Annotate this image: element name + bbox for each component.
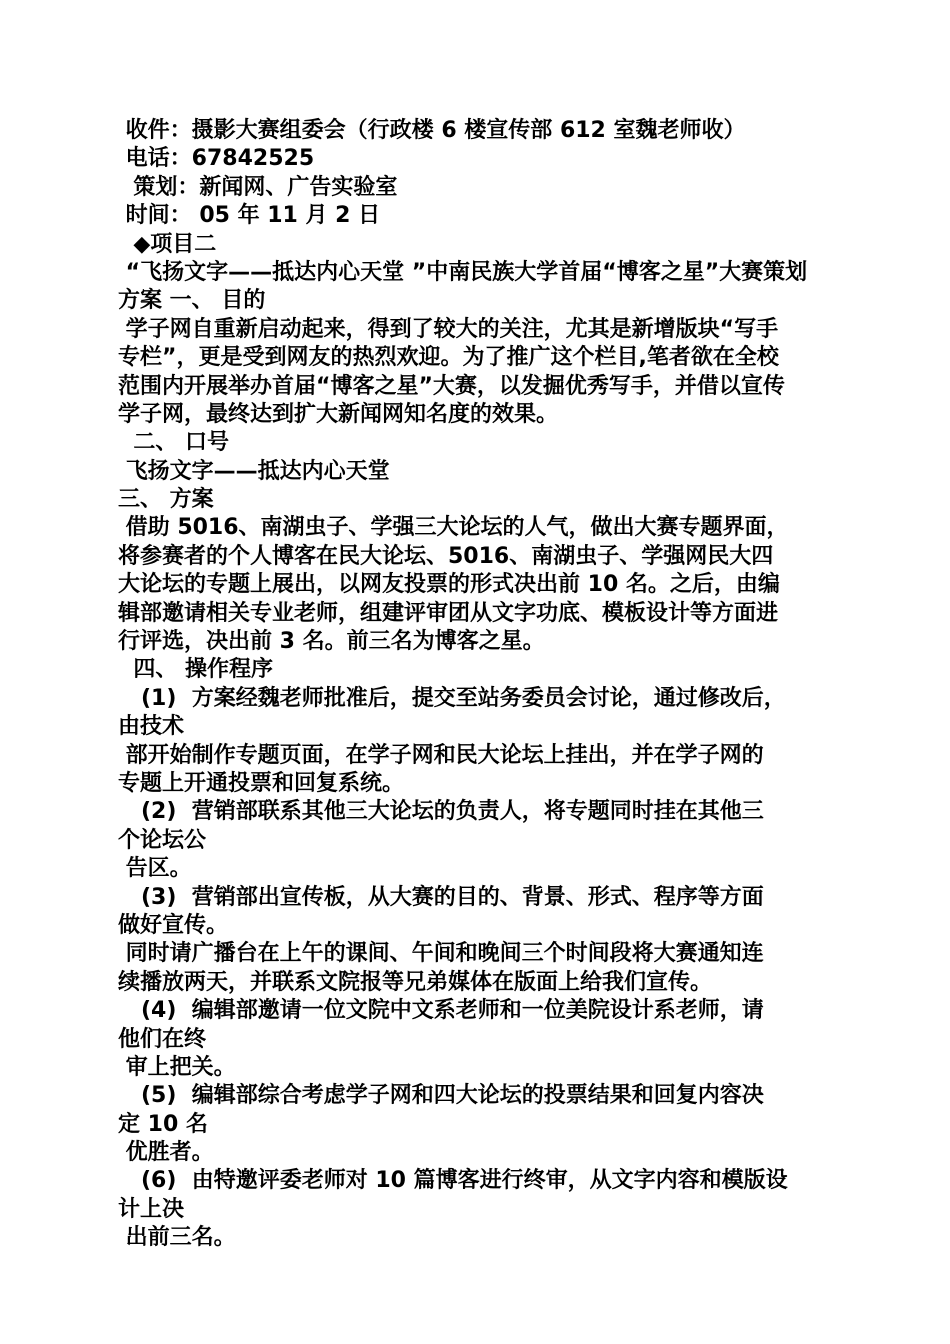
section-heading-plan: 三、 方案 <box>118 487 214 513</box>
paragraph-line: 他们在终 <box>118 1026 207 1052</box>
paragraph-line: 大论坛的专题上展出，以网友投票的形式决出前 10 名。之后，由编 <box>118 572 780 598</box>
paragraph-line: 计上决 <box>118 1196 185 1222</box>
procedure-step-4: (4) 编辑部邀请一位文院中文系老师和一位美院设计系老师，请 <box>118 998 764 1024</box>
recipient-line: 收件：摄影大赛组委会（行政楼 6 楼宣传部 612 室魏老师收） <box>118 118 746 143</box>
procedure-step-3: (3) 营销部出宣传板，从大赛的目的、背景、形式、程序等方面 <box>118 884 764 910</box>
project-heading: ◆项目二 <box>118 231 217 257</box>
paragraph-line: 范围内开展举办首届“博客之星”大赛，以发掘优秀写手，并借以宣传 <box>118 373 785 399</box>
paragraph-line: 专栏”，更是受到网友的热烈欢迎。为了推广这个栏目,笔者欲在全校 <box>118 345 779 371</box>
procedure-step-1: (1) 方案经魏老师批准后，提交至站务委员会讨论，通过修改后， <box>118 685 786 711</box>
slogan-text: 飞扬文字——抵达内心天堂 <box>118 458 390 484</box>
paragraph-line: 审上把关。 <box>118 1054 236 1080</box>
date-line: 时间： 05 年 11 月 2 日 <box>118 203 381 229</box>
paragraph-line: 出前三名。 <box>118 1225 236 1251</box>
paragraph-line: 做好宣传。 <box>118 912 229 938</box>
paragraph-line: 学子网，最终达到扩大新闻网知名度的效果。 <box>118 401 559 427</box>
procedure-step-6: (6) 由特邀评委老师对 10 篇博客进行终审，从文字内容和模版设 <box>118 1168 788 1194</box>
paragraph-line: 个论坛公 <box>118 827 207 853</box>
procedure-step-2: (2) 营销部联系其他三大论坛的负责人，将专题同时挂在其他三 <box>118 799 764 825</box>
paragraph-line: 告区。 <box>118 856 192 882</box>
paragraph-line: 借助 5016、南湖虫子、学强三大论坛的人气，做出大赛专题界面， <box>118 515 789 541</box>
paragraph-line: 优胜者。 <box>118 1140 214 1166</box>
procedure-step-5: (5) 编辑部综合考虑学子网和四大论坛的投票结果和回复内容决 <box>118 1083 764 1109</box>
paragraph-line: 行评选，决出前 3 名。前三名为博客之星。 <box>118 629 545 655</box>
paragraph-line: 同时请广播台在上午的课间、午间和晚间三个时间段将大赛通知连 <box>118 941 764 967</box>
paragraph-line: 由技术 <box>118 714 185 740</box>
document-title: “飞扬文字——抵达内心天堂 ”中南民族大学首届“博客之星”大赛策划 <box>118 259 808 285</box>
document-body <box>118 117 838 1253</box>
section-heading-slogan: 二、 口号 <box>118 430 229 456</box>
phone-line: 电话：67842525 <box>118 146 315 172</box>
paragraph-line: 专题上开通投票和回复系统。 <box>118 770 405 796</box>
paragraph-line: 定 10 名 <box>118 1111 208 1137</box>
section-heading-purpose: 方案 一、 目的 <box>118 288 266 314</box>
paragraph-line: 辑部邀请相关专业老师，组建评审团从文字功底、模板设计等方面进 <box>118 600 779 626</box>
paragraph-line: 学子网自重新启动起来，得到了较大的关注，尤其是新增版块“写手 <box>118 316 779 342</box>
paragraph-line: 将参赛者的个人博客在民大论坛、5016、南湖虫子、学强网民大四 <box>118 543 774 569</box>
planner-line: 策划：新闻网、广告实验室 <box>118 174 398 200</box>
section-heading-procedure: 四、 操作程序 <box>118 657 273 683</box>
paragraph-line: 续播放两天，并联系文院报等兄弟媒体在版面上给我们宣传。 <box>118 969 713 995</box>
paragraph-line: 部开始制作专题页面，在学子网和民大论坛上挂出，并在学子网的 <box>118 742 764 768</box>
